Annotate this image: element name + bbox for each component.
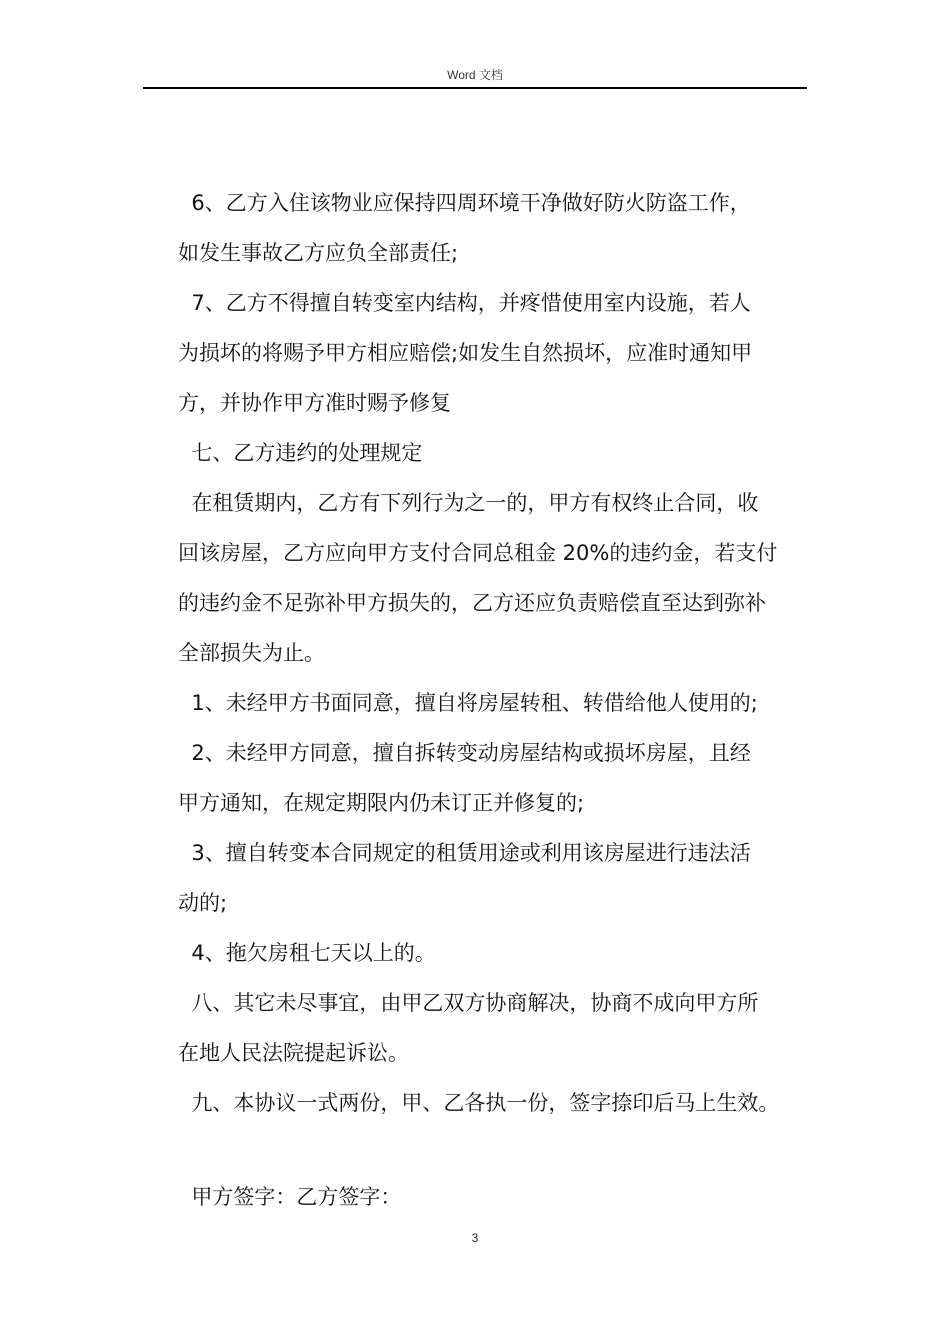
paragraph-line: 2、未经甲方同意，擅自拆转变动房屋结构或损坏房屋，且经: [178, 741, 751, 765]
paragraph-line: 3、擅自转变本合同规定的租赁用途或利用该房屋进行违法活: [178, 841, 751, 865]
paragraph-line: 方，并协作甲方准时赐予修复: [178, 391, 451, 415]
paragraph-line: 全部损失为止。: [178, 641, 325, 665]
paragraph-line: 的违约金不足弥补甲方损失的，乙方还应负责赔偿直至达到弥补: [178, 591, 766, 615]
section-heading: 七、乙方违约的处理规定: [178, 441, 423, 465]
paragraph-line: 4、拖欠房租七天以上的。: [178, 941, 436, 965]
page-number: 3: [471, 1231, 479, 1245]
paragraph-line: 如发生事故乙方应负全部责任;: [178, 241, 459, 265]
header-divider: [143, 87, 807, 89]
paragraph-line: 动的;: [178, 891, 228, 915]
signature-line: 甲方签字：乙方签字：: [178, 1185, 402, 1209]
paragraph-line: 6、乙方入住该物业应保持四周环境干净做好防火防盗工作，: [178, 191, 751, 215]
paragraph-line: 1、未经甲方书面同意，擅自将房屋转租、转借给他人使用的;: [178, 691, 758, 715]
paragraph-line: 7、乙方不得擅自转变室内结构，并疼惜使用室内设施，若人: [178, 291, 751, 315]
paragraph-line: 回该房屋，乙方应向甲方支付合同总租金 20%的违约金，若支付: [178, 541, 778, 565]
paragraph-line: 为损坏的将赐予甲方相应赔偿;如发生自然损坏，应准时通知甲: [178, 341, 753, 365]
paragraph-line: 甲方通知，在规定期限内仍未订正并修复的;: [178, 791, 585, 815]
paragraph-line: 九、本协议一式两份，甲、乙各执一份，签字捺印后马上生效。: [178, 1091, 780, 1115]
paragraph-line: 八、其它未尽事宜，由甲乙双方协商解决，协商不成向甲方所: [178, 991, 759, 1015]
document-body: [178, 178, 818, 1128]
paragraph-line: 在租赁期内，乙方有下列行为之一的，甲方有权终止合同，收: [178, 491, 759, 515]
page-header-title: Word 文档: [447, 68, 503, 82]
paragraph-line: 在地人民法院提起诉讼。: [178, 1041, 409, 1065]
